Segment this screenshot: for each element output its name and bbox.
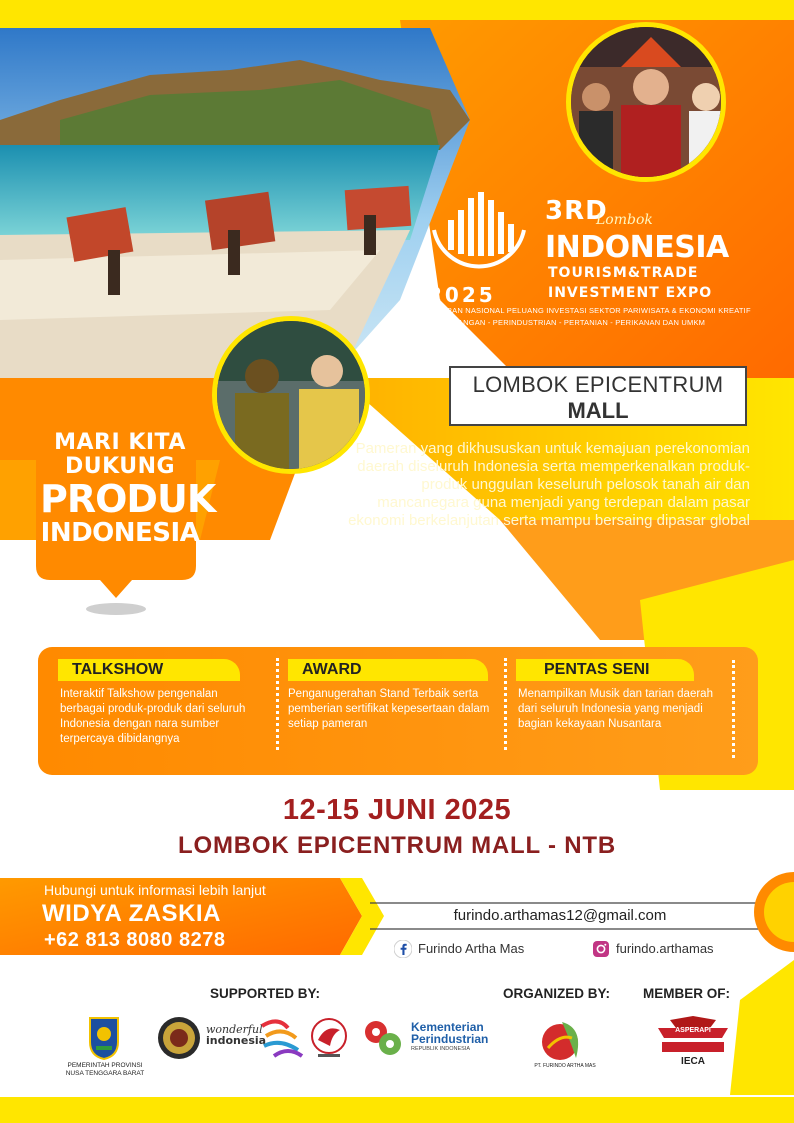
ntb-caption-line1: PEMERINTAH PROVINSI: [67, 1062, 143, 1069]
cta-line1: MARI KITA: [54, 430, 186, 455]
facebook-icon[interactable]: [394, 940, 412, 958]
instagram-handle[interactable]: furindo.arthamas: [616, 941, 714, 956]
contact-email[interactable]: furindo.arthamas12@gmail.com: [453, 907, 667, 924]
kemenperin-line1: Kementerian: [411, 1020, 484, 1034]
feature-divider: [504, 658, 507, 750]
event-description: Pameran yang dikhususkan untuk kemajuan perekonomian daerah diseluruh Indonesia serta memperkenalkan produk-produk unggulan keseluruh pelosok tanah air dan mancanegara guna menjadi yang terdepan dalam pasar ekonomi berkelanjutan serta mampu bersaing dipasar global: [348, 440, 750, 529]
expo-year: 2025: [428, 283, 496, 307]
feature-tab: [58, 659, 240, 681]
expo-sectors: PERDAGANGAN - PERINDUSTRIAN - PERTANIAN - PERIKANAN DAN UMKM: [425, 318, 706, 327]
kemenperin-line3: REPUBLIK INDONESIA: [411, 1046, 470, 1052]
kemenperin-line2: Perindustrian: [411, 1032, 489, 1046]
organizer-logo-icon: [540, 1018, 584, 1062]
feature-body: Penganugerahan Stand Terbaik serta pemberian sertifikat kepesertaan dalam setiap pameran: [288, 688, 490, 730]
cta-line2: DUKUNG: [64, 454, 176, 479]
wonderful-indonesia-text2: indonesia: [206, 1034, 267, 1047]
cta-line4: INDONESIA: [40, 518, 200, 548]
beach-photo: [0, 28, 470, 378]
venue-name-line1: LOMBOK EPICENTRUM: [472, 372, 724, 397]
event-place: LOMBOK EPICENTRUM MALL - NTB: [178, 832, 616, 859]
expo-subtitle: PAMERAN NASIONAL PELUANG INVESTASI SEKTOR PARIWISATA & EKONOMI KREATIF: [425, 306, 751, 315]
feature-divider: [276, 658, 279, 750]
feature-tab: [288, 659, 488, 681]
event-date: 12-15 JUNI 2025: [282, 794, 512, 826]
cta-text: [40, 430, 216, 548]
feature-title: AWARD: [302, 661, 362, 678]
expo-title-line2: TOURISM&TRADE: [548, 265, 699, 281]
wonderful-indonesia-bird-icon: [258, 1016, 304, 1058]
ieca-text: IECA: [681, 1056, 705, 1067]
feature-pentas-seni: [516, 659, 713, 732]
venue-name-line2: MALL: [567, 398, 629, 423]
feature-tab: [516, 659, 694, 681]
expo-title: INDONESIA: [545, 230, 729, 265]
red-bird-logo-icon: [308, 1016, 350, 1060]
feature-body: Menampilkan Musik dan tarian daerah dari seluruh Indonesia yang menjadi bagian kekayaan Nusantara: [518, 688, 713, 730]
ntb-caption: [50, 1062, 160, 1078]
kemenperin-gear-icon: [362, 1018, 406, 1058]
contact-phone[interactable]: +62 813 8080 8278: [44, 929, 226, 951]
feature-body: Interaktif Talkshow pengenalan berbagai produk-produk dari seluruh Indonesia dengan nara sumber terpercaya dibidangnya: [60, 688, 246, 745]
expo-title-line3: INVESTMENT EXPO: [548, 285, 713, 301]
feature-title: PENTAS SENI: [544, 661, 650, 678]
facebook-handle[interactable]: Furindo Artha Mas: [418, 941, 525, 956]
expo-location-script: Lombok: [596, 212, 653, 228]
feature-talkshow: [58, 659, 246, 747]
contact-header: Hubungi untuk informasi lebih lanjut: [44, 882, 266, 898]
seal-emblem-icon: [157, 1016, 201, 1060]
feature-divider: [732, 660, 735, 758]
contact-name: WIDYA ZASKIA: [42, 900, 221, 927]
cta-line3: PRODUK: [40, 477, 216, 521]
instagram-icon[interactable]: [592, 940, 610, 958]
expo-edition: 3RD: [545, 196, 608, 226]
organized-by-label: ORGANIZED BY:: [503, 986, 610, 1001]
organizer-caption: PT. FURINDO ARTHA MAS: [534, 1063, 596, 1069]
feature-award: [288, 659, 488, 732]
asperapi-text: ASPERAPI: [675, 1027, 711, 1034]
wonderful-indonesia-text1: wonderful: [206, 1023, 263, 1036]
member-of-label: MEMBER OF:: [643, 986, 730, 1001]
kemenperin-text: [411, 1021, 488, 1053]
ntb-caption-line2: NUSA TENGGARA BARAT: [65, 1070, 145, 1077]
ntb-emblem-icon: [86, 1016, 122, 1060]
feature-title: TALKSHOW: [72, 661, 164, 678]
circle-photo-top: [566, 22, 726, 182]
supported-by-label: SUPPORTED BY:: [210, 986, 321, 1001]
